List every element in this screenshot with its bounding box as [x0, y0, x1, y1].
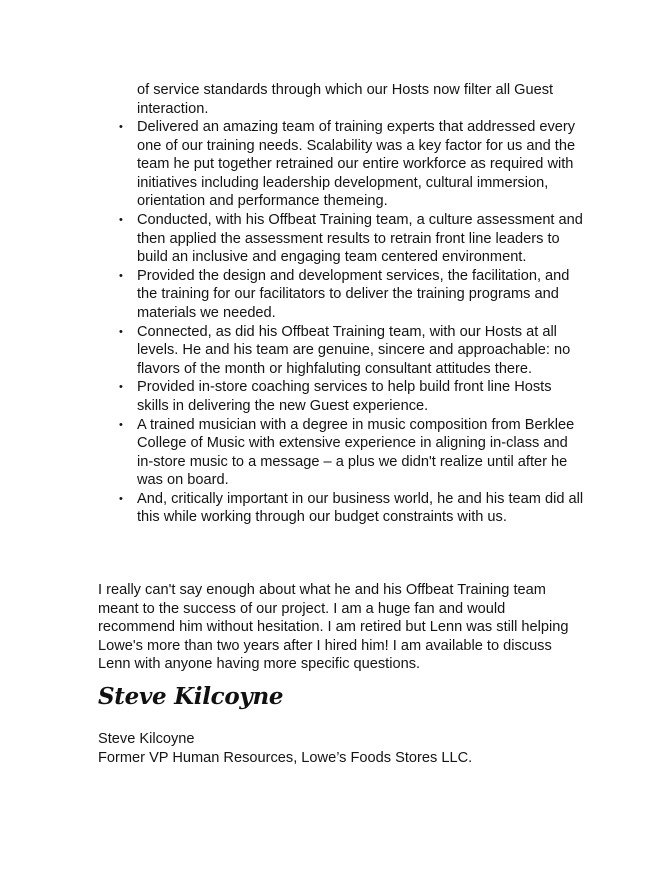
list-item — [119, 416, 587, 490]
list-item — [119, 378, 587, 415]
bullet-icon: • — [119, 381, 123, 394]
list-item-text: Connected, as did his Offbeat Training team, with our Hosts at all levels. He and his team are genuine, sincere and approachable: no flavors of the month or highfaluting consultant attitudes there. — [137, 323, 571, 377]
signer-block — [98, 730, 472, 767]
list-item-text: A trained musician with a degree in music composition from Berklee College of Music with extensive experience in aligning in-class and in-store music to a message – a plus we didn't realize until after he was on board. — [137, 416, 575, 489]
bullet-icon: • — [119, 269, 123, 282]
list-item — [119, 323, 587, 379]
list-item — [119, 211, 587, 267]
list-item-text: Provided the design and development services, the facilitation, and the training for our facilitators to deliver the training programs and materials we needed. — [137, 267, 570, 321]
bullet-icon: • — [119, 121, 123, 133]
bullet-icon: • — [119, 418, 123, 431]
list-item — [119, 267, 587, 323]
bullet-icon: • — [119, 325, 123, 338]
list-item-text: Conducted, with his Offbeat Training team, a culture assessment and then applied the assessment results to retrain front line leaders to build an inclusive and engaging team centered environment. — [137, 211, 583, 266]
closing-paragraph: I really can't say enough about what he and his Offbeat Training team meant to the success of our project. I am a huge fan and would recommend him without hesitation. I am retired but Lenn was still helping Lowe's more than two years after I hired him! I am available to discuss Lenn with anyone having more specific questions. — [98, 582, 569, 673]
list-item — [119, 118, 587, 211]
list-item-text: Delivered an amazing team of training experts that addressed every one of our training needs. Scalability was a key factor for us and the team he put together retrained our entire workforce as required with initiatives including leadership development, cultural immersion, orientation and performance themeing. — [137, 119, 576, 210]
list-item-text: Provided in-store coaching services to help build front line Hosts skills in delivering the new Guest experience. — [137, 379, 552, 414]
signer-name: Steve Kilcoyne — [98, 731, 195, 747]
list-item — [119, 490, 587, 527]
continuation-text: of service standards through which our Hosts now filter all Guest interaction. — [137, 82, 554, 117]
handwritten-signature: Steve Kilcoyne — [98, 683, 284, 710]
bullet-icon: • — [119, 492, 123, 505]
accomplishment-list — [119, 118, 587, 527]
signer-title: Former VP Human Resources, Lowe’s Foods Stores LLC. — [98, 749, 473, 766]
list-item-text: And, critically important in our business world, he and his team did all this while working through our budget constraints with us. — [137, 490, 584, 526]
bullet-icon: • — [119, 213, 123, 226]
